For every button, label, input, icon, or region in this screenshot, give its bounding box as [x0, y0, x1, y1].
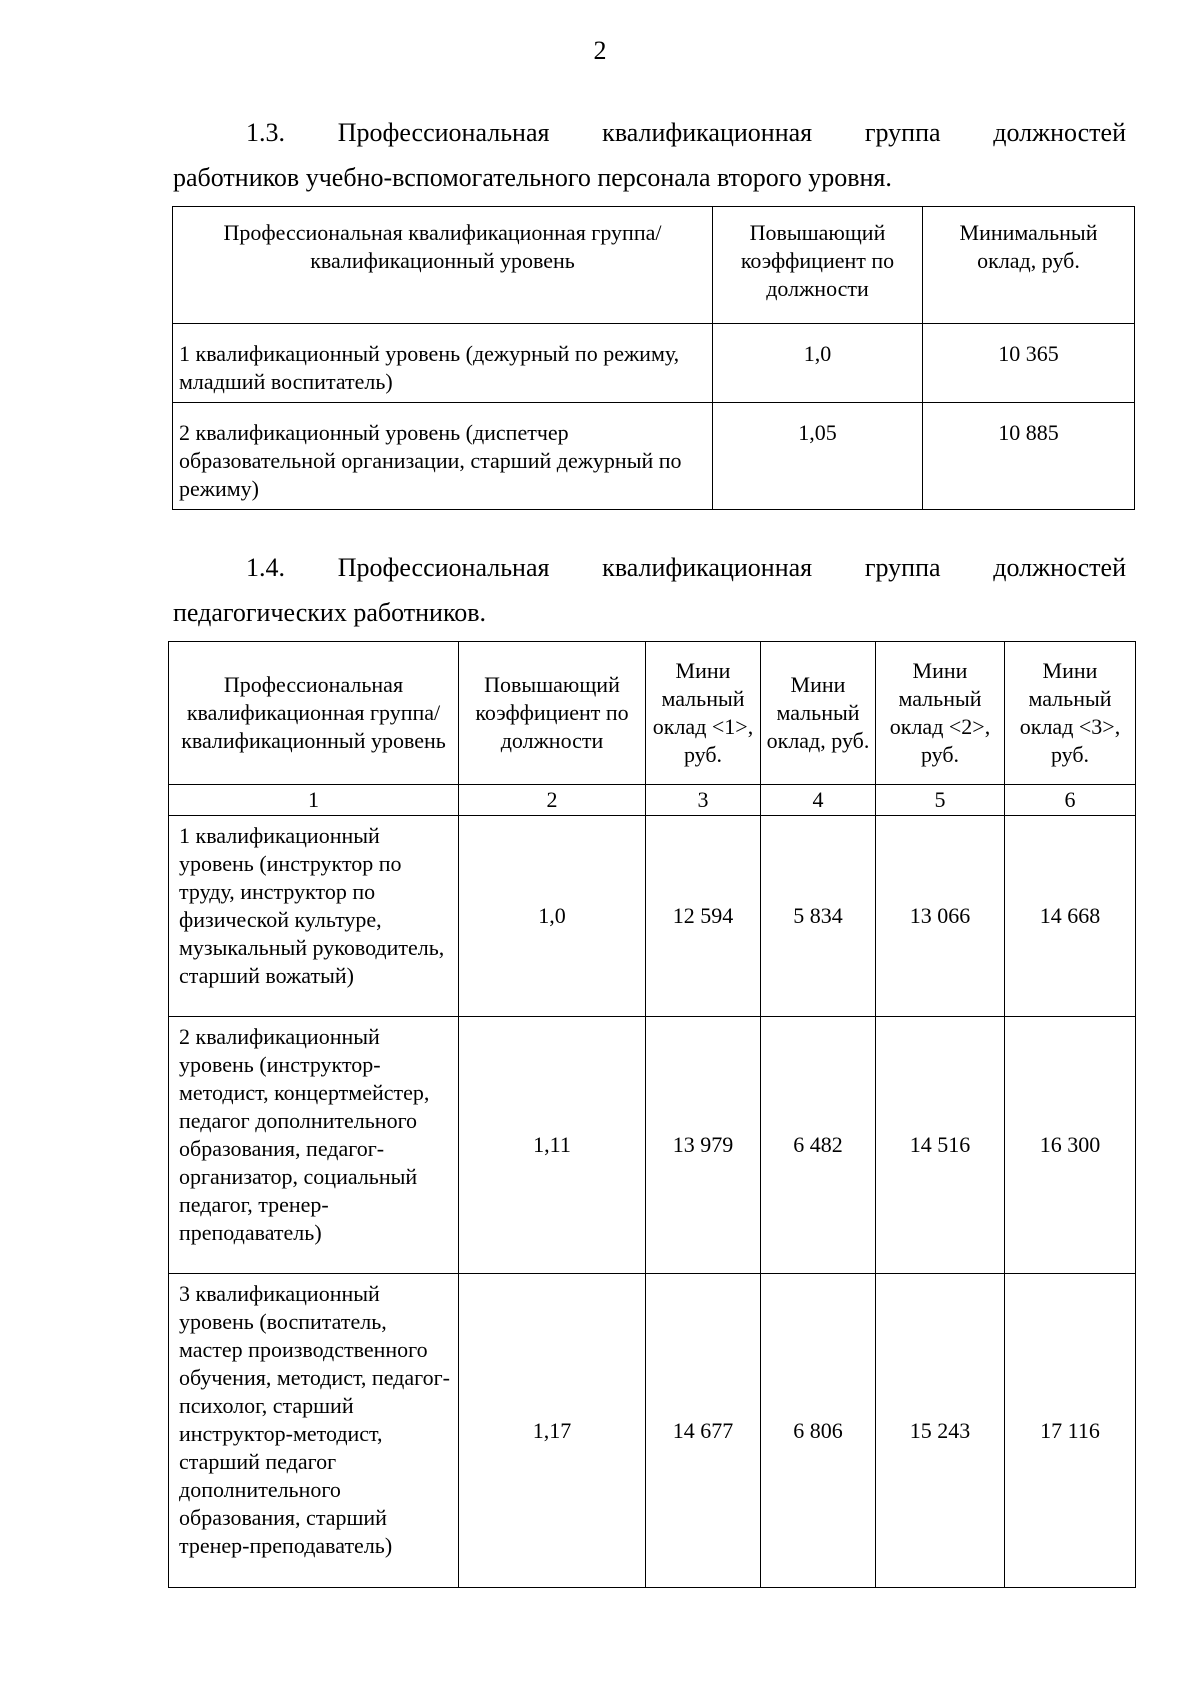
- column-number: 6: [1005, 785, 1136, 816]
- section-1-4-heading: [173, 545, 1126, 635]
- salary-cell: 13 066: [876, 816, 1005, 1017]
- salary-cell: 6 806: [761, 1274, 876, 1588]
- header-coefficient: Повышающий коэффициент по должности: [713, 207, 923, 324]
- header-min-salary-1: Мини мальный оклад <1>, руб.: [646, 642, 761, 785]
- coefficient-cell: 1,0: [713, 324, 923, 403]
- section-1-3-heading: [173, 110, 1126, 200]
- coefficient-cell: 1,05: [713, 403, 923, 510]
- qualification-table-1-4: [168, 641, 1136, 1588]
- header-min-salary: Мини мальный оклад, руб.: [761, 642, 876, 785]
- qualification-level-cell: 2 квалификационный уровень (диспетчер образовательной организации, старший дежурный по режиму): [173, 403, 713, 510]
- salary-cell: 6 482: [761, 1017, 876, 1274]
- salary-cell: 14 668: [1005, 816, 1136, 1017]
- coefficient-cell: 1,11: [459, 1017, 646, 1274]
- section-1-3-heading-line2: работников учебно-вспомогательного персонала второго уровня.: [173, 163, 892, 192]
- table-header-row: [173, 207, 1135, 324]
- coefficient-cell: 1,0: [459, 816, 646, 1017]
- section-1-4-heading-line1: 1.4. Профессиональная квалификационная группа должностей: [246, 553, 1126, 582]
- qualification-level-cell: 3 квалификационный уровень (воспитатель, мастер производственного обучения, методист, педагог-психолог, старший инструктор-методист, старший педагог дополнительного образования, старший тренер-преподаватель): [169, 1274, 459, 1588]
- salary-cell: 15 243: [876, 1274, 1005, 1588]
- salary-cell: 13 979: [646, 1017, 761, 1274]
- table-header-row: [169, 642, 1136, 785]
- salary-cell: 12 594: [646, 816, 761, 1017]
- header-qualification-level: Профессиональная квалификационная группа/квалификационный уровень: [173, 207, 713, 324]
- qualification-level-cell: 1 квалификационный уровень (дежурный по режиму, младший воспитатель): [173, 324, 713, 403]
- table-row: [169, 1017, 1136, 1274]
- page-number: 2: [593, 36, 607, 65]
- qualification-level-cell: 2 квалификационный уровень (инструктор-методист, концертмейстер, педагог дополнительного образования, педагог-организатор, социальный педагог, тренер-преподаватель): [169, 1017, 459, 1274]
- salary-cell: 10 885: [923, 403, 1135, 510]
- section-1-3-heading-line1: 1.3. Профессиональная квалификационная группа должностей: [246, 118, 1126, 147]
- header-min-salary-2: Мини мальный оклад <2>, руб.: [876, 642, 1005, 785]
- header-qualification-level: Профессиональная квалификационная группа/ квалификационный уровень: [169, 642, 459, 785]
- table-row: [169, 816, 1136, 1017]
- qualification-level-cell: 1 квалификационный уровень (инструктор по труду, инструктор по физической культуре, музыкальный руководитель, старший вожатый): [169, 816, 459, 1017]
- qualification-table-1-3: [172, 206, 1135, 510]
- salary-cell: 5 834: [761, 816, 876, 1017]
- salary-cell: 17 116: [1005, 1274, 1136, 1588]
- column-number: 4: [761, 785, 876, 816]
- header-coefficient: Повышающий коэффициент по должности: [459, 642, 646, 785]
- header-min-salary: Минимальный оклад, руб.: [923, 207, 1135, 324]
- section-1-4-heading-line2: педагогических работников.: [173, 598, 487, 627]
- header-min-salary-3: Мини мальный оклад <3>, руб.: [1005, 642, 1136, 785]
- table-row: [169, 1274, 1136, 1588]
- column-number: 3: [646, 785, 761, 816]
- column-number: 2: [459, 785, 646, 816]
- salary-cell: 14 677: [646, 1274, 761, 1588]
- salary-cell: 16 300: [1005, 1017, 1136, 1274]
- salary-cell: 14 516: [876, 1017, 1005, 1274]
- salary-cell: 10 365: [923, 324, 1135, 403]
- column-number: 1: [169, 785, 459, 816]
- column-number: 5: [876, 785, 1005, 816]
- coefficient-cell: 1,17: [459, 1274, 646, 1588]
- table-row: [173, 324, 1135, 403]
- table-row: [173, 403, 1135, 510]
- column-number-row: [169, 785, 1136, 816]
